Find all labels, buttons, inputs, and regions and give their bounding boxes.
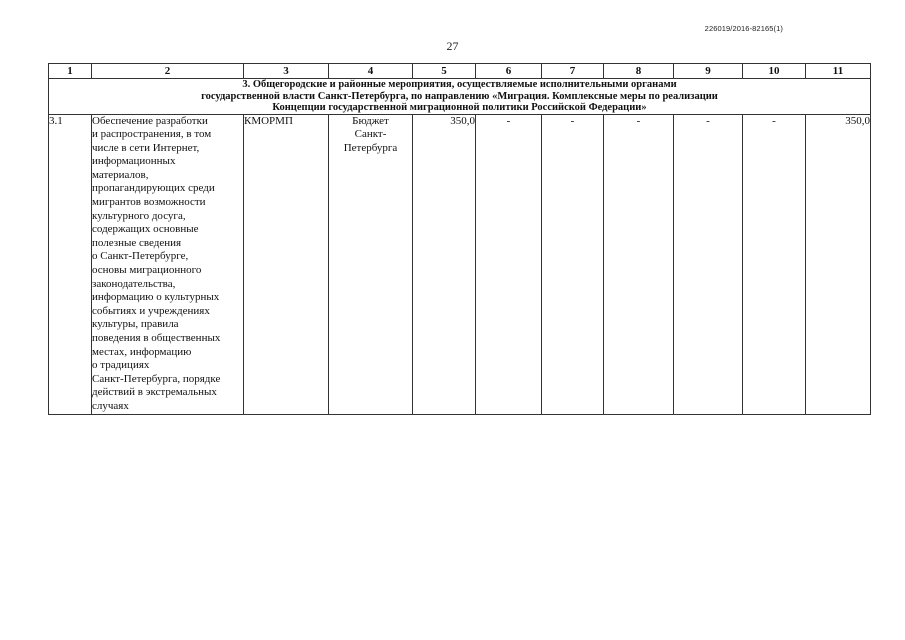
funding-source-line: Бюджет — [352, 114, 389, 127]
header-col-11: 11 — [806, 64, 871, 79]
header-col-2: 2 — [92, 64, 244, 79]
row-funding-source — [329, 114, 413, 414]
description-line: полезные сведения — [92, 236, 182, 249]
description-line: мигрантов возможности — [92, 196, 206, 209]
section-title-line: Концепции государственной миграционной политики Российской Федерации» — [272, 102, 647, 113]
table-row — [49, 114, 871, 414]
funding-source-line: Санкт- — [354, 128, 387, 141]
description-line: основы миграционного — [92, 264, 202, 277]
funding-source-line: Петербурга — [343, 141, 398, 154]
description-line: законодательства, — [92, 277, 176, 290]
page-number: 27 — [446, 39, 459, 53]
header-col-6: 6 — [476, 64, 542, 79]
row-amount: 350,0 — [413, 114, 476, 414]
description-line: числе в сети Интернет, — [92, 141, 200, 154]
description-line: Обеспечение разработки — [92, 114, 208, 127]
description-line: поведения в общественных — [92, 332, 221, 344]
description-line: содержащих основные — [92, 223, 199, 236]
program-table — [48, 63, 871, 415]
row-col-10: - — [743, 114, 806, 414]
header-col-5: 5 — [413, 64, 476, 79]
row-col-8: - — [604, 114, 674, 414]
description-line: случаях — [92, 399, 129, 412]
section-title-line: государственной власти Санкт-Петербурга, по направлению «Миграция. Комплексные меры по реализации — [201, 90, 718, 102]
description-line: материалов, — [92, 168, 149, 181]
description-line: пропагандирующих среди — [92, 182, 215, 195]
description-line: событиях и учреждениях — [92, 304, 210, 317]
description-line: действий в экстремальных — [92, 386, 217, 399]
description-line: о традициях — [92, 359, 150, 372]
document-id: 226019/2016-82165(1) — [704, 24, 783, 33]
header-col-9: 9 — [674, 64, 743, 79]
row-col-6: - — [476, 114, 542, 414]
section-title-line: 3. Общегородские и районные мероприятия, осуществляемые исполнительными органами — [242, 79, 677, 90]
description-line: культурного досуга, — [92, 209, 186, 222]
description-line: культуры, правила — [92, 318, 179, 331]
row-col-7: - — [542, 114, 604, 414]
description-line: Санкт-Петербурга, порядке — [92, 372, 221, 385]
header-row — [49, 64, 871, 79]
header-col-1: 1 — [49, 64, 92, 79]
row-executor: КМОРМП — [244, 114, 329, 414]
header-col-8: 8 — [604, 64, 674, 79]
header-col-3: 3 — [244, 64, 329, 79]
header-col-4: 4 — [329, 64, 413, 79]
header-col-7: 7 — [542, 64, 604, 79]
section-title — [49, 79, 871, 115]
row-number: 3.1 — [49, 114, 92, 414]
description-line: о Санкт-Петербурге, — [92, 250, 189, 263]
description-line: информационных — [92, 155, 176, 168]
description-line: и распространения, в том — [92, 128, 212, 141]
row-col-9: - — [674, 114, 743, 414]
row-total: 350,0 — [806, 114, 871, 414]
description-line: информацию о культурных — [92, 291, 220, 304]
header-col-10: 10 — [743, 64, 806, 79]
description-line: местах, информацию — [92, 345, 192, 358]
section-row — [49, 79, 871, 115]
row-description — [92, 114, 244, 414]
